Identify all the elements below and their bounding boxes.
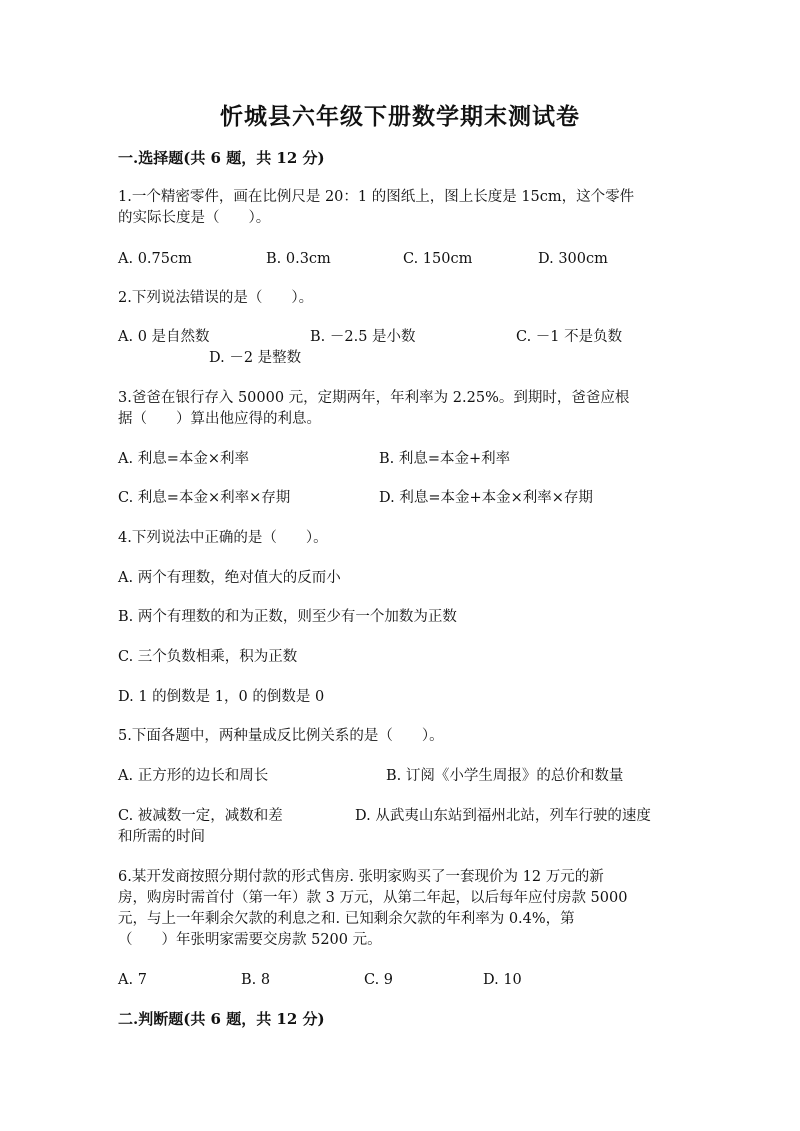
question-6-line-2: 房，购房时需首付（第一年）款 3 万元，从第二年起，以后每年应付房款 5000	[118, 890, 628, 906]
question-6-line-3: 元，与上一年剩余欠款的利息之和. 已知剩余欠款的年利率为 0.4%，第	[118, 911, 575, 927]
question-5-line-1: 5.下面各题中，两种量成反比例关系的是（ ）。	[118, 728, 444, 744]
question-5-option-d: D. 从武夷山东站到福州北站，列车行驶的速度	[355, 808, 651, 824]
question-6-line-1: 6.某开发商按照分期付款的形式售房. 张明家购买了一套现价为 12 万元的新	[118, 869, 604, 885]
question-6-line-4: （ ）年张明家需要交房款 5200 元。	[118, 932, 382, 948]
question-3-option-a: A. 利息=本金×利率	[118, 451, 249, 467]
question-6-option-a: A. 7	[118, 972, 147, 988]
question-3-option-b: B. 利息=本金+利率	[379, 451, 511, 467]
question-2-line-1: 2.下列说法错误的是（ ）。	[118, 290, 314, 306]
question-6-option-c: C. 9	[364, 972, 394, 988]
question-2-option-a: A. 0 是自然数	[118, 329, 210, 345]
question-4-line-1: 4.下列说法中正确的是（ ）。	[118, 530, 328, 546]
question-4-option-b: B. 两个有理数的和为正数，则至少有一个加数为正数	[118, 609, 457, 625]
question-2-option-d: D. －2 是整数	[209, 350, 302, 366]
question-1-line-2: 的实际长度是（ ）。	[118, 210, 271, 226]
question-5-option-c: C. 被减数一定，减数和差	[118, 808, 283, 824]
question-1-option-d: D. 300cm	[538, 251, 608, 267]
section-heading-choice: 一.选择题(共 6 题，共 12 分)	[118, 149, 325, 167]
page-title: 忻城县六年级下册数学期末测试卷	[220, 103, 580, 130]
question-3-option-c: C. 利息=本金×利率×存期	[118, 490, 291, 506]
section-heading-judgement: 二.判断题(共 6 题，共 12 分)	[118, 1010, 325, 1028]
question-5-option-d-continued: 和所需的时间	[118, 829, 205, 845]
question-3-option-d: D. 利息=本金+本金×利率×存期	[379, 490, 593, 506]
question-3-line-2: 据（ ）算出他应得的利息。	[118, 411, 321, 427]
question-5-option-a: A. 正方形的边长和周长	[118, 768, 269, 784]
question-4-option-d: D. 1 的倒数是 1，0 的倒数是 0	[118, 689, 325, 705]
question-3-line-1: 3.爸爸在银行存入 50000 元，定期两年，年利率为 2.25%。到期时，爸爸应根	[118, 390, 630, 406]
question-6-option-b: B. 8	[241, 972, 271, 988]
question-6-option-d: D. 10	[483, 972, 522, 988]
question-1-option-b: B. 0.3cm	[266, 251, 331, 267]
question-4-option-c: C. 三个负数相乘，积为正数	[118, 649, 298, 665]
question-2-option-b: B. －2.5 是小数	[310, 329, 416, 345]
question-2-option-c: C. －1 不是负数	[516, 329, 623, 345]
question-1-line-1: 1.一个精密零件，画在比例尺是 20：1 的图纸上，图上长度是 15cm，这个零件	[118, 189, 635, 205]
question-5-option-b: B. 订阅《小学生周报》的总价和数量	[386, 768, 624, 784]
question-4-option-a: A. 两个有理数，绝对值大的反而小	[118, 570, 341, 586]
question-1-option-c: C. 150cm	[403, 251, 473, 267]
question-1-option-a: A. 0.75cm	[118, 251, 192, 267]
